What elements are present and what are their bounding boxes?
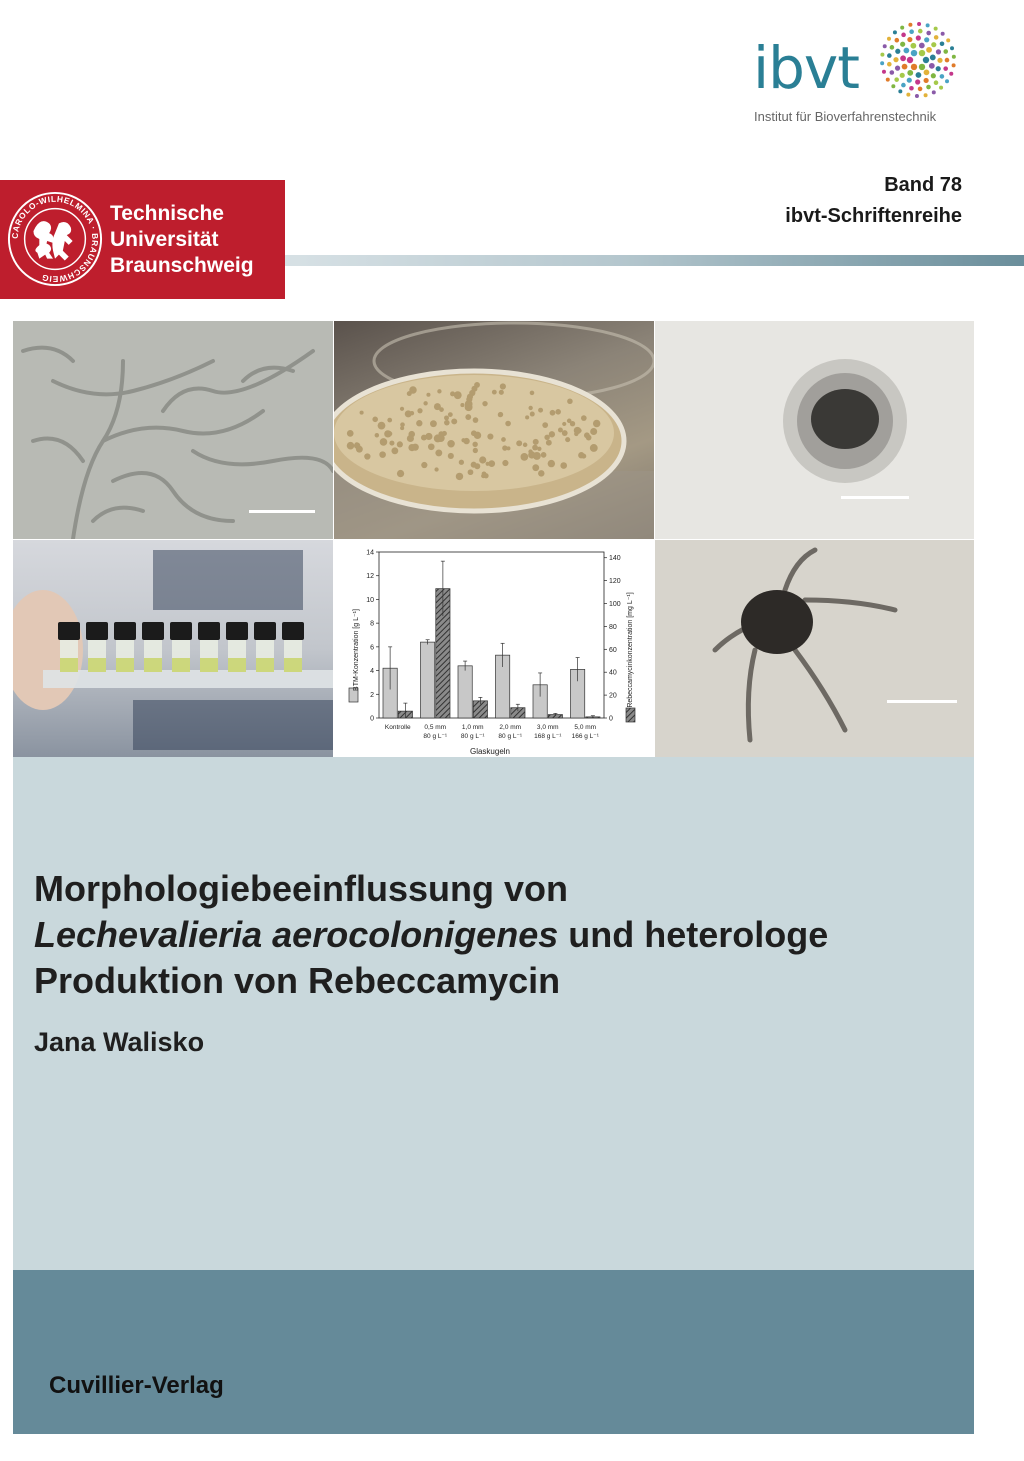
category-label: 5,0 mm: [574, 724, 597, 731]
university-name: [110, 201, 254, 279]
photo-hyphae-micrograph: [13, 321, 333, 539]
volume-number: Band 78: [884, 174, 962, 196]
right-tick-label: 60: [609, 646, 617, 654]
university-name-line1: Technische: [110, 202, 224, 225]
university-seal-icon: [6, 190, 104, 288]
right-tick-label: 140: [609, 555, 621, 563]
category-label: 0,5 mm: [424, 724, 447, 731]
photo-petri-dish: [334, 321, 654, 539]
book-title-line2: [34, 912, 954, 958]
series-info: [785, 170, 962, 232]
book-title: [34, 866, 954, 1004]
left-tick-label: 6: [370, 644, 374, 652]
ibvt-wordmark: ibvt: [753, 34, 859, 102]
right-tick-label: 120: [609, 578, 621, 586]
category-sublabel: 80 g L⁻¹: [423, 733, 448, 740]
title-panel: [13, 757, 974, 1270]
bar-chart: [334, 540, 654, 757]
author-name: Jana Walisko: [34, 1027, 205, 1057]
series-name: ibvt-Schriftenreihe: [785, 205, 962, 227]
chart-ylabel-left: BTM-Konzentration [g L⁻¹]: [353, 609, 360, 691]
legend-swatch-rebeccamycin: [626, 708, 635, 722]
publisher-name: Cuvillier-Verlag: [49, 1372, 224, 1399]
category-label: 2,0 mm: [499, 724, 522, 731]
ibvt-dot-cluster-icon: [878, 20, 958, 100]
left-tick-label: 14: [366, 549, 374, 557]
category-label: Kontrolle: [384, 724, 411, 731]
photo-sample-vials: [13, 540, 333, 757]
photo-pellet-with-hyphae: [655, 540, 974, 757]
photo-pellet-micrograph: [655, 321, 974, 539]
left-tick-label: 0: [370, 715, 374, 723]
category-sublabel: 80 g L⁻¹: [460, 733, 485, 740]
chart-ylabel-right: Rebeccamycinkonzentration [mg L⁻¹]: [627, 592, 634, 708]
left-tick-label: 4: [370, 668, 374, 676]
book-title-line1: Morphologiebeeinflussung von: [34, 868, 568, 909]
bar-btm: [458, 666, 472, 718]
book-title-line3: Produktion von Rebeccamycin: [34, 960, 561, 1001]
decorative-gradient-bar: [285, 255, 1024, 266]
category-label: 3,0 mm: [536, 724, 559, 731]
seal-text: CAROLO-WILHELMINA · BRAUNSCHWEIG: [9, 193, 101, 285]
bar-btm: [421, 642, 435, 718]
publisher-panel: [13, 1270, 974, 1434]
left-tick-label: 10: [366, 596, 374, 604]
species-name: Lechevalieria aerocolonigenes: [34, 914, 559, 955]
book-title-line2-rest: und heterologe: [558, 914, 829, 955]
category-sublabel: 166 g L⁻¹: [571, 733, 599, 740]
category-sublabel: 168 g L⁻¹: [534, 733, 562, 740]
right-tick-label: 20: [609, 692, 617, 700]
university-name-line3: Braunschweig: [110, 254, 254, 277]
right-tick-label: 0: [609, 715, 613, 723]
right-tick-label: 80: [609, 623, 617, 631]
chart-xlabel: Glaskugeln: [469, 747, 511, 756]
university-logo-block: [0, 180, 285, 299]
right-tick-label: 100: [609, 601, 621, 609]
left-tick-label: 8: [370, 620, 374, 628]
left-tick-label: 2: [370, 691, 374, 699]
right-tick-label: 40: [609, 669, 617, 677]
chart-tile: [334, 540, 654, 757]
left-tick-label: 12: [366, 573, 374, 581]
category-label: 1,0 mm: [461, 724, 484, 731]
category-sublabel: 80 g L⁻¹: [498, 733, 523, 740]
ibvt-subtitle: Institut für Bioverfahrenstechnik: [754, 109, 937, 124]
university-name-line2: Universität: [110, 228, 219, 251]
